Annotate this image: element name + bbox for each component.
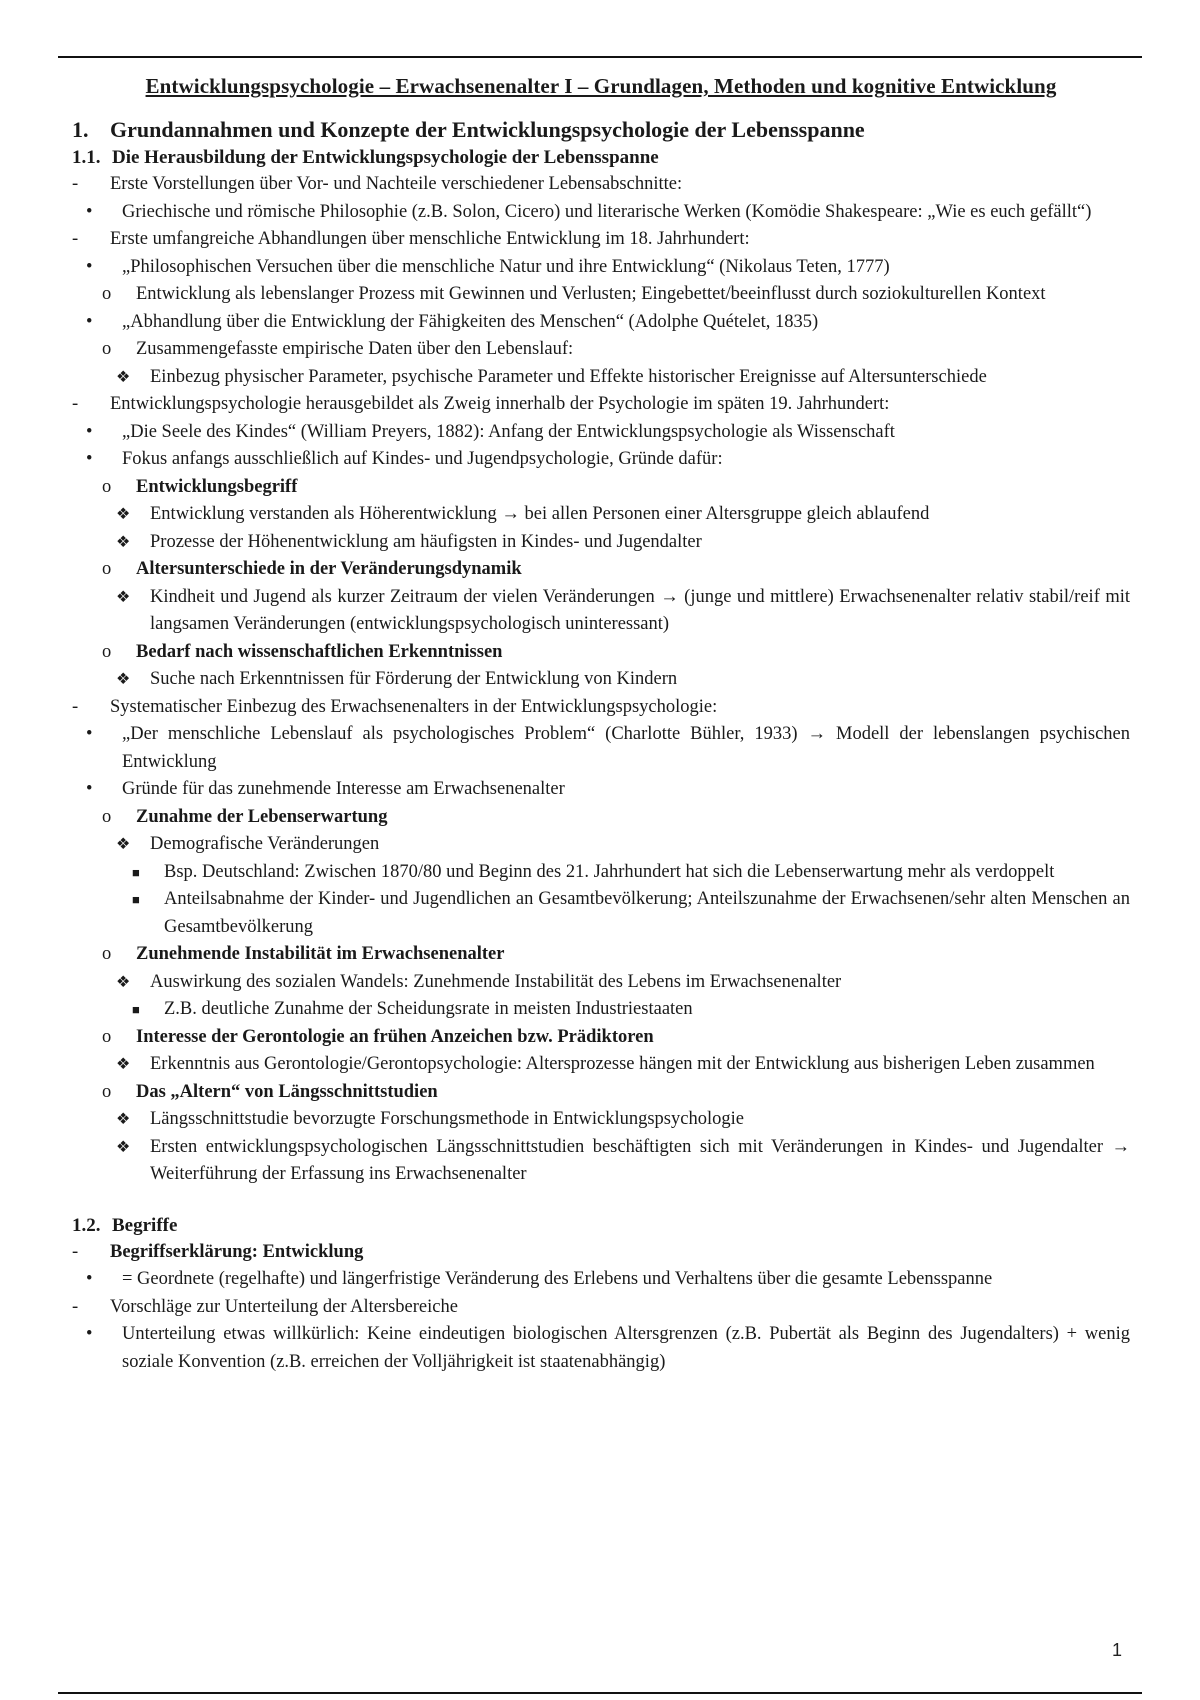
bullet-marker: ❖ xyxy=(116,973,131,991)
outline-item xyxy=(72,171,1130,199)
outline-item-text: Auswirkung des sozialen Wandels: Zunehmende Instabilität des Lebens im Erwachsenenalter xyxy=(150,971,842,992)
outline-item xyxy=(72,584,1130,639)
bullet-marker: ❖ xyxy=(116,506,131,523)
outline-item xyxy=(72,281,1130,309)
outline-item xyxy=(72,1266,1130,1294)
bullet-marker: ■ xyxy=(132,1002,140,1017)
page-title: Entwicklungspsychologie – Erwachsenenalter I – Grundlagen, Methoden und kognitive Entwicklung xyxy=(145,74,1057,98)
outline-list-1-2 xyxy=(72,1239,1130,1377)
outline-item xyxy=(72,721,1130,776)
outline-item-text: Bedarf nach wissenschaftlichen Erkenntnissen xyxy=(136,641,503,662)
outline-item-text: Interesse der Gerontologie an frühen Anzeichen bzw. Prädiktoren xyxy=(136,1026,654,1047)
outline-item-text: „Die Seele des Kindes“ (William Preyers, 1882): Anfang der Entwicklungspsychologie als Wissenschaft xyxy=(122,421,895,442)
outline-item xyxy=(72,1134,1130,1189)
bullet-marker: ■ xyxy=(132,864,140,880)
subsection-heading-1-1 xyxy=(72,145,1130,171)
outline-item-text: „Philosophischen Versuchen über die menschliche Natur und ihre Entwicklung“ (Nikolaus Teten, 1777) xyxy=(122,256,890,277)
outline-item-text: Entwicklung als lebenslanger Prozess mit Gewinnen und Verlusten; Eingebettet/beeinflusst durch soziokulturellen Kontext xyxy=(136,284,1046,304)
outline-item-text: Das „Altern“ von Längsschnittstudien xyxy=(136,1081,438,1102)
bullet-marker: o xyxy=(102,476,112,497)
outline-item xyxy=(72,886,1130,941)
bullet-marker: • xyxy=(86,449,93,469)
outline-item-text: Fokus anfangs ausschließlich auf Kindes- und Jugendpsychologie, Gründe dafür: xyxy=(122,449,723,469)
outline-item xyxy=(72,776,1130,804)
outline-item-text: Suche nach Erkenntnissen für Förderung der Entwicklung von Kindern xyxy=(150,669,678,689)
outline-item xyxy=(72,859,1130,887)
bullet-marker: • xyxy=(86,1324,93,1344)
outline-item xyxy=(72,804,1130,832)
section-heading-1 xyxy=(72,117,1130,143)
outline-item xyxy=(72,419,1130,447)
outline-item xyxy=(72,1294,1130,1322)
bullet-marker: ❖ xyxy=(116,836,131,853)
outline-item-text: = Geordnete (regelhafte) und längerfristige Veränderung des Erlebens und Verhaltens über die gesamte Lebensspanne xyxy=(122,1269,993,1289)
outline-item-text: Altersunterschiede in der Veränderungsdynamik xyxy=(136,559,522,579)
bullet-marker: • xyxy=(86,421,93,442)
bullet-marker: ❖ xyxy=(116,1111,131,1128)
outline-item-text: Begriffserklärung: Entwicklung xyxy=(110,1241,364,1262)
outline-item-text: „Der menschliche Lebenslauf als psychologisches Problem“ (Charlotte Bühler, 1933) → Modell der lebenslangen psychischen Entwicklung xyxy=(122,724,1130,772)
outline-item-text: Erste Vorstellungen über Vor- und Nachteile verschiedener Lebensabschnitte: xyxy=(110,174,683,194)
page-number: 1 xyxy=(1112,1640,1123,1660)
bullet-marker: o xyxy=(102,339,112,359)
section-gap xyxy=(72,1189,1130,1213)
outline-item xyxy=(72,1051,1130,1079)
outline-item xyxy=(72,639,1130,667)
bullet-marker: o xyxy=(102,284,112,304)
bullet-marker: o xyxy=(102,559,112,579)
bullet-marker: ❖ xyxy=(116,588,131,606)
bullet-marker: - xyxy=(72,174,79,194)
outline-item-text: Griechische und römische Philosophie (z.B. Solon, Cicero) und literarische Werken (Komödie Shakespeare: „Wie es euch gefällt“) xyxy=(122,201,1092,222)
outline-item-text: „Abhandlung über die Entwicklung der Fähigkeiten des Menschen“ (Adolphe Quételet, 1835) xyxy=(122,311,819,332)
bullet-marker: o xyxy=(102,1026,112,1047)
outline-item xyxy=(72,1024,1130,1052)
section-number: 1. xyxy=(72,117,89,142)
outline-item xyxy=(72,694,1130,722)
bullet-marker: - xyxy=(72,394,79,414)
outline-item-text: Entwicklung verstanden als Höherentwicklung → bei allen Personen einer Altersgruppe gleich ablaufend xyxy=(150,504,930,524)
bullet-marker: o xyxy=(102,806,112,827)
outline-item xyxy=(72,556,1130,584)
bullet-marker: ■ xyxy=(132,892,140,907)
outline-item-text: Entwicklungspsychologie herausgebildet als Zweig innerhalb der Psychologie im späten 19. Jahrhundert: xyxy=(110,394,890,414)
bullet-marker: - xyxy=(72,229,79,249)
outline-item xyxy=(72,391,1130,419)
outline-item xyxy=(72,1079,1130,1107)
outline-item xyxy=(72,199,1130,227)
outline-item-text: Entwicklungsbegriff xyxy=(136,476,298,497)
outline-item-text: Ersten entwicklungspsychologischen Längsschnittstudien beschäftigten sich mit Veränderungen in Kindes- und Jugendalter → Weiterführung der Erfassung ins Erwachsenenalter xyxy=(150,1136,1130,1184)
outline-item-text: Zusammengefasste empirische Daten über den Lebenslauf: xyxy=(136,339,574,359)
outline-item-text: Systematischer Einbezug des Erwachsenenalters in der Entwicklungspsychologie: xyxy=(110,696,718,717)
outline-item-text: Kindheit und Jugend als kurzer Zeitraum der vielen Veränderungen → (junge und mittlere) Erwachsenenalter relativ stabil/reif mit langsamen Veränderungen (entwicklungspsychologisch uninteressant) xyxy=(150,586,1130,634)
outline-item-text: Demografische Veränderungen xyxy=(150,834,380,854)
outline-item xyxy=(72,1321,1130,1376)
bullet-marker: ❖ xyxy=(116,368,131,386)
bullet-marker: - xyxy=(72,696,79,717)
outline-item-text: Bsp. Deutschland: Zwischen 1870/80 und Beginn des 21. Jahrhundert hat sich die Lebenserwartung mehr als verdoppelt xyxy=(164,861,1055,882)
outline-item-text: Unterteilung etwas willkürlich: Keine eindeutigen biologischen Altersgrenzen (z.B. Pubertät als Beginn des Jugendalters) + wenig soziale Konvention (z.B. erreichen der Volljährigkeit ist staatenabhängig) xyxy=(122,1324,1130,1372)
document-body xyxy=(72,70,1130,1376)
outline-item xyxy=(72,941,1130,969)
outline-item xyxy=(72,529,1130,557)
top-rule xyxy=(58,56,1142,58)
outline-item xyxy=(72,254,1130,282)
bullet-marker: o xyxy=(102,944,112,964)
outline-item-text: Prozesse der Höhenentwicklung am häufigsten in Kindes- und Jugendalter xyxy=(150,531,702,552)
bullet-marker: ❖ xyxy=(116,533,131,551)
outline-item xyxy=(72,1106,1130,1134)
bullet-marker: o xyxy=(102,1081,112,1102)
subsection-title: Begriffe xyxy=(112,1214,178,1236)
bottom-rule xyxy=(58,1692,1142,1694)
outline-item xyxy=(72,501,1130,529)
outline-item xyxy=(72,336,1130,364)
outline-item xyxy=(72,996,1130,1024)
subsection-number: 1.1. xyxy=(72,147,101,168)
outline-item xyxy=(72,666,1130,694)
outline-item-text: Gründe für das zunehmende Interesse am Erwachsenenalter xyxy=(122,779,565,799)
outline-item xyxy=(72,364,1130,392)
outline-item-text: Längsschnittstudie bevorzugte Forschungsmethode in Entwicklungspsychologie xyxy=(150,1109,744,1129)
outline-item-text: Erste umfangreiche Abhandlungen über menschliche Entwicklung im 18. Jahrhundert: xyxy=(110,229,750,249)
bullet-marker: ❖ xyxy=(116,1056,131,1073)
bullet-marker: - xyxy=(72,1296,79,1317)
bullet-marker: • xyxy=(86,1269,93,1289)
outline-item xyxy=(72,474,1130,502)
bullet-marker: • xyxy=(86,311,93,332)
outline-item xyxy=(72,1239,1130,1267)
outline-item-text: Zunahme der Lebenserwartung xyxy=(136,806,388,827)
bullet-marker: • xyxy=(86,201,93,222)
bullet-marker: ❖ xyxy=(116,671,131,688)
outline-item xyxy=(72,446,1130,474)
subsection-number: 1.2. xyxy=(72,1214,101,1236)
bullet-marker: • xyxy=(86,256,93,277)
subsection-heading-1-2 xyxy=(72,1213,1130,1239)
outline-item xyxy=(72,309,1130,337)
outline-item xyxy=(72,831,1130,859)
bullet-marker: • xyxy=(86,724,93,744)
bullet-marker: - xyxy=(72,1241,79,1262)
bullet-marker: ❖ xyxy=(116,1138,131,1156)
outline-item-text: Z.B. deutliche Zunahme der Scheidungsrate in meisten Industriestaaten xyxy=(164,999,693,1019)
outline-list-1-1 xyxy=(72,171,1130,1189)
section-title: Grundannahmen und Konzepte der Entwicklungspsychologie der Lebensspanne xyxy=(110,117,865,142)
bullet-marker: • xyxy=(86,779,93,799)
outline-item-text: Zunehmende Instabilität im Erwachsenenalter xyxy=(136,944,505,964)
bullet-marker: o xyxy=(102,641,112,662)
outline-item xyxy=(72,226,1130,254)
outline-item xyxy=(72,969,1130,997)
outline-item-text: Erkenntnis aus Gerontologie/Gerontopsychologie: Altersprozesse hängen mit der Entwicklung aus bisherigen Leben zusammen xyxy=(150,1054,1095,1074)
outline-item-text: Einbezug physischer Parameter, psychische Parameter und Effekte historischer Ereignisse auf Altersunterschiede xyxy=(150,366,987,387)
subsection-title: Die Herausbildung der Entwicklungspsychologie der Lebensspanne xyxy=(112,147,659,168)
outline-item-text: Vorschläge zur Unterteilung der Altersbereiche xyxy=(110,1296,458,1317)
outline-item-text: Anteilsabnahme der Kinder- und Jugendlichen an Gesamtbevölkerung; Anteilszunahme der Erwachsenen/sehr alten Menschen an Gesamtbevölkerung xyxy=(164,889,1130,937)
